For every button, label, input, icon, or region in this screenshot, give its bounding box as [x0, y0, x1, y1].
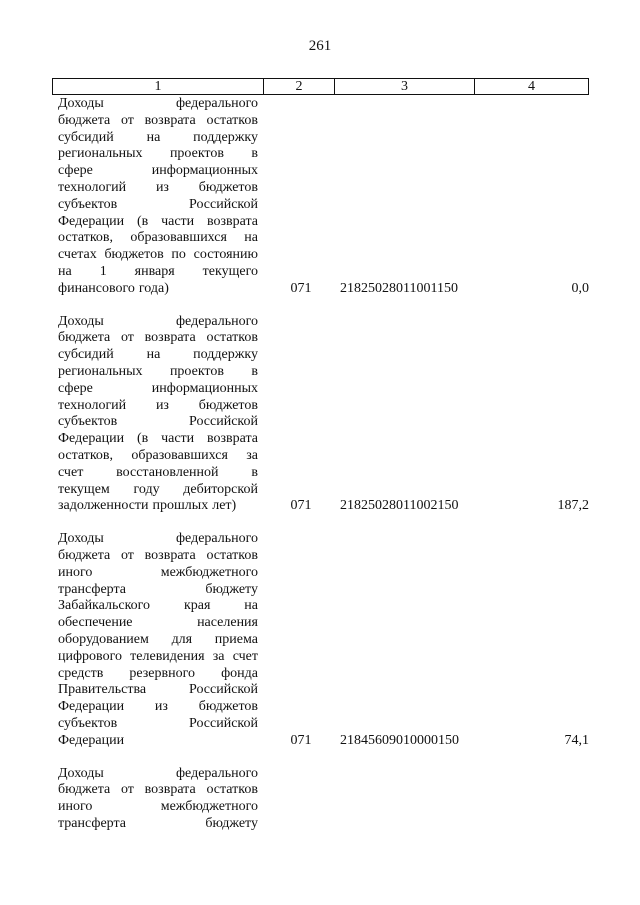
header-col-4: 4: [528, 79, 535, 94]
description-line: Доходы федерального: [58, 765, 258, 781]
description-line: Федерации: [58, 732, 125, 748]
table-header: [52, 78, 589, 95]
description-line: технологий из бюджетов: [58, 179, 258, 195]
description-line: субъектов Российской: [58, 715, 258, 731]
description-line: финансового года): [58, 280, 169, 296]
row-description: [58, 766, 258, 833]
description-line: оборудованием для приема: [58, 631, 258, 647]
header-col-2: 2: [264, 79, 335, 94]
header-col-1: 1: [53, 79, 264, 94]
description-line: Федерации (в части возврата: [58, 213, 258, 229]
description-line: субъектов Российской: [58, 196, 258, 212]
description-line: бюджета от возврата остатков: [58, 782, 258, 798]
description-line: счетах бюджетов по состоянию: [58, 247, 258, 263]
table-row: [58, 314, 589, 516]
description-line: Забайкальского края на: [58, 598, 258, 614]
row-description: [58, 96, 258, 298]
budget-classification-code: 21845609010000150: [340, 732, 459, 748]
description-line: сфере информационных: [58, 163, 258, 179]
amount-value: 74,1: [564, 732, 589, 748]
description-line: Федерации из бюджетов: [58, 699, 258, 715]
budget-classification-code: 21825028011002150: [340, 498, 459, 514]
table-row: [58, 531, 589, 749]
description-line: Доходы федерального: [58, 96, 258, 111]
admin-code: 071: [290, 280, 312, 296]
description-line: счет восстановленной в: [58, 464, 258, 480]
amount-value: 187,2: [557, 498, 589, 514]
description-line: субсидий на поддержку: [58, 347, 258, 363]
page-number: 261: [308, 38, 332, 54]
description-line: Доходы федерального: [58, 313, 258, 329]
description-line: иного межбюджетного: [58, 799, 258, 815]
admin-code: 071: [290, 732, 312, 748]
description-line: сфере информационных: [58, 380, 258, 396]
budget-classification-code: 21825028011001150: [340, 280, 458, 296]
description-line: цифрового телевидения за счет: [58, 648, 258, 664]
description-line: иного межбюджетного: [58, 564, 258, 580]
description-line: Федерации (в части возврата: [58, 431, 258, 447]
description-line: субсидий на поддержку: [58, 129, 258, 145]
description-line: бюджета от возврата остатков: [58, 112, 258, 128]
description-line: Правительства Российской: [58, 682, 258, 698]
description-line: трансферта бюджету: [58, 581, 258, 597]
description-line: остатков, образовавшихся за: [58, 447, 258, 463]
description-line: средств резервного фонда: [58, 665, 258, 681]
description-line: остатков, образовавшихся на: [58, 230, 258, 246]
description-line: задолженности прошлых лет): [58, 498, 237, 514]
row-description: [58, 314, 258, 516]
description-line: региональных проектов в: [58, 146, 258, 162]
description-line: обеспечение населения: [58, 615, 258, 631]
description-line: Доходы федерального: [58, 531, 258, 547]
description-line: бюджета от возврата остатков: [58, 330, 258, 346]
description-line: бюджета от возврата остатков: [58, 547, 258, 563]
table-row: [58, 96, 589, 298]
description-line: на 1 января текущего: [58, 263, 258, 279]
description-line: технологий из бюджетов: [58, 397, 258, 413]
description-line: субъектов Российской: [58, 414, 258, 430]
admin-code: 071: [290, 498, 312, 514]
row-description: [58, 531, 258, 749]
header-col-3: 3: [335, 79, 475, 94]
amount-value: 0,0: [571, 280, 589, 296]
description-line: региональных проектов в: [58, 363, 258, 379]
table-row: [58, 766, 589, 833]
description-line: трансферта бюджету: [58, 815, 258, 831]
description-line: текущем году дебиторской: [58, 481, 258, 497]
